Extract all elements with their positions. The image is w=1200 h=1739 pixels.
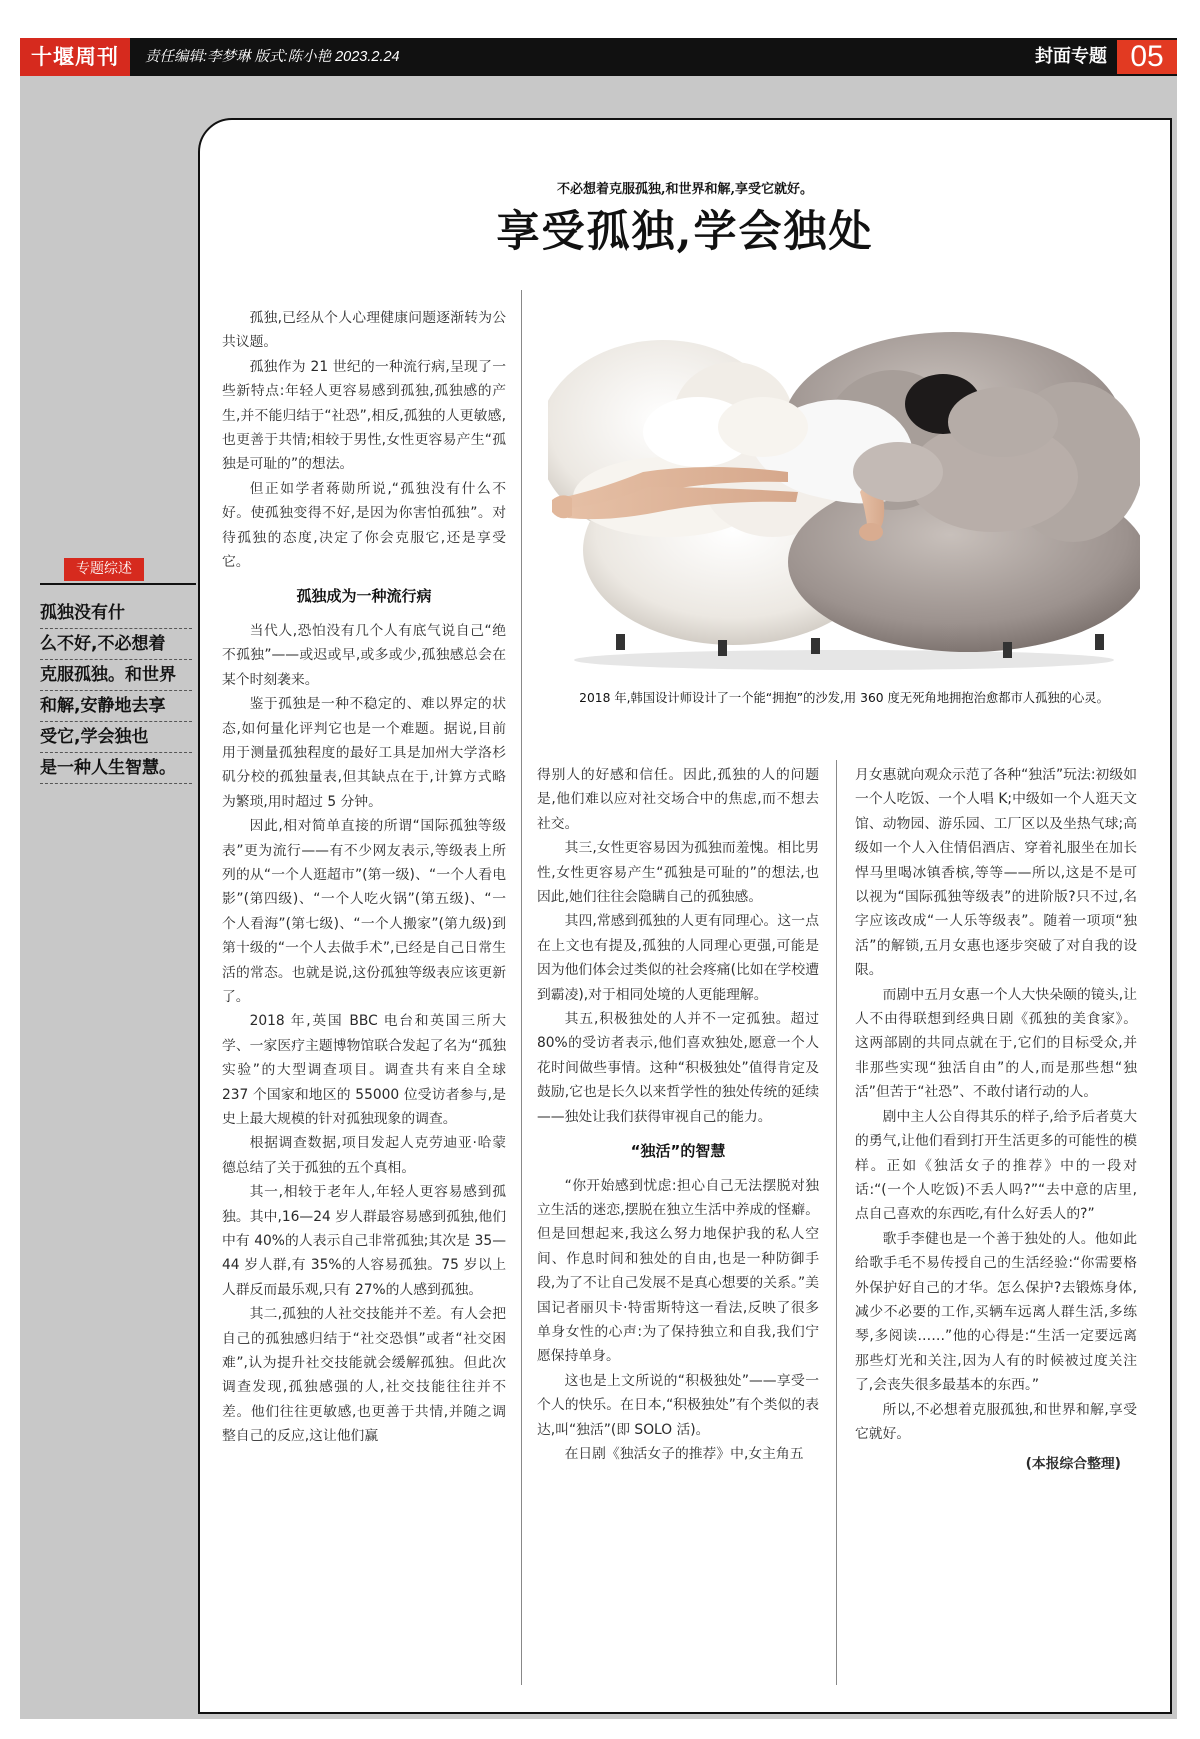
column-divider (521, 290, 522, 1685)
editor-credits: 责任编辑:李梦琳 版式:陈小艳 2023.2.24 (145, 49, 400, 65)
paragraph: 但正如学者蒋勋所说,“孤独没有什么不好。使孤独变得不好,是因为你害怕孤独”。对待孤独的态度,决定了你会克服它,还是享受它。 (222, 480, 506, 571)
paragraph: 在日剧《独活女子的推荐》中,女主角五 (564, 1445, 804, 1462)
paragraph: 根据调查数据,项目发起人克劳迪亚·哈蒙德总结了关于孤独的五个真相。 (222, 1135, 506, 1176)
article-kicker: 不必想着克服孤独,和世界和解,享受它就好。 (556, 182, 814, 197)
paragraph: 剧中主人公自得其乐的样子,给予后者莫大的勇气,让他们看到打开生活更多的可能性的模样。正如《独活女子的推荐》中的一段对话:“(一个人吃饭)不丢人吗?”“去中意的店里,点自己喜欢的东西吃,有什么好丢人的?” (855, 1108, 1137, 1223)
newspaper-logo: 十堰周刊 (20, 38, 130, 76)
body-column-1 (222, 306, 506, 1449)
paragraph: 2018 年,英国 BBC 电台和英国三所大学、一家医疗主题博物馆联合发起了名为“孤独实验”的大型调查项目。调查共有来自全球 237 个国家和地区的 55000 位受访者参与,是史上最大规模的针对孤独现象的调查。 (222, 1013, 506, 1127)
body-column-3 (855, 763, 1137, 1477)
page-number: 05 (1117, 40, 1177, 74)
summary-line: 克服孤独。和世界 (40, 660, 192, 691)
paragraph: 鉴于孤独是一种不稳定的、难以界定的状态,如何量化评判它也是一个难题。据说,目前用于测量孤独程度的最好工具是加州大学洛杉矶分校的孤独量表,但其缺点在于,计算方式略为繁琐,用时超过 5 分钟。 (222, 696, 506, 810)
paragraph: 其五,积极独处的人并不一定孤独。超过 80%的受访者表示,他们喜欢独处,愿意一个人花时间做些事情。这种“积极独处”值得肯定及鼓励,它也是长久以来哲学性的独处传统的延续——独处让我们获得审视自己的能力。 (537, 1011, 819, 1125)
paragraph: 所以,不必想着克服孤独,和世界和解,享受它就好。 (855, 1401, 1137, 1442)
paragraph: 孤独,已经从个人心理健康问题逐渐转为公共议题。 (222, 310, 506, 351)
paragraph: 其四,常感到孤独的人更有同理心。这一点在上文也有提及,孤独的人同理心更强,可能是因为他们体会过类似的社会疼痛(比如在学校遭到霸凌),对于相同处境的人更能理解。 (537, 913, 819, 1003)
summary-line: 是一种人生智慧。 (40, 753, 192, 784)
column-divider (836, 760, 837, 1685)
paragraph: 其三,女性更容易因为孤独而羞愧。相比男性,女性更容易产生“孤独是可耻的”的想法,也因此,她们往往会隐瞒自己的孤独感。 (537, 840, 819, 906)
paragraph: 这也是上文所说的“积极独处”——享受一个人的快乐。在日本,“积极独处”有个类似的表达,叫“独活”(即 SOLO 活)。 (537, 1372, 819, 1438)
paragraph: 得别人的好感和信任。因此,孤独的人的问题是,他们难以应对社交场合中的焦虑,而不想去社交。 (537, 767, 819, 832)
page-header (20, 38, 1177, 76)
paragraph: 孤独作为 21 世纪的一种流行病,呈现了一些新特点:年轻人更容易感到孤独,孤独感的产生,并不能归结于“社恐”,相反,孤独的人更敏感,也更善于共情;相较于男性,女性更容易产生“孤独是可耻的”的想法。 (222, 358, 506, 473)
sidebar-tag: 专题综述 (64, 558, 144, 581)
paragraph: 歌手李健也是一个善于独处的人。他如此给歌手毛不易传授自己的生活经验:“你需要格外保护好自己的才华。怎么保护?去锻炼身体,减少不必要的工作,买辆车远离人群生活,多练琴,多阅读……”他的心得是:“生活一定要远离那些灯光和关注,因为人有的时候被过度关注了,会丧失很多最基本的东西。” (855, 1230, 1137, 1394)
section-heading: 孤独成为一种流行病 (296, 587, 432, 606)
sidebar-summary (40, 598, 192, 784)
paragraph: 月女惠就向观众示范了各种“独活”玩法:初级如一个人吃饭、一个人唱 K;中级如一个人逛天文馆、动物园、游乐园、工厂区以及坐热气球;高级如一个人入住情侣酒店、穿着礼服坐在加长悍马里喝冰镇香槟,等等——所以,这是不是可以视为“国际孤独等级表”的进阶版?只不过,名字应该改成“一人乐等级表”。随着一项项“独活”的解锁,五月女惠也逐步突破了对自我的设限。 (855, 767, 1137, 979)
paragraph: 而剧中五月女惠一个人大快朵颐的镜头,让人不由得联想到经典日剧《孤独的美食家》。这两部剧的共同点就在于,它们的目标受众,并非那些实现“独活自由”的人,而是那些想“独活”但苦于“社恐”、不敢付诸行动的人。 (855, 986, 1137, 1101)
summary-line: 和解,安静地去享 (40, 691, 192, 722)
summary-line: 孤独没有什 (40, 598, 192, 629)
body-column-2 (537, 763, 819, 1466)
hug-sofa-photo (548, 322, 1140, 672)
sidebar-divider (40, 583, 196, 585)
paragraph: 当代人,恐怕没有几个人有底气说自己“绝不孤独”——或迟或早,或多或少,孤独感总会在某个时刻袭来。 (222, 622, 506, 688)
paragraph: “你开始感到忧虑:担心自己无法摆脱对独立生活的迷恋,摆脱在独立生活中养成的怪癖。但是回想起来,我这么努力地保护我的私人空间、作息时间和独处的自由,也是一种防御手段,为了不让自己发展不是真心想要的关系。”美国记者丽贝卡·特雷斯特这一看法,反映了很多单身女性的心声:为了保持独立和自我,我们宁愿保持单身。 (537, 1177, 819, 1365)
paragraph: 因此,相对简单直接的所谓“国际孤独等级表”更为流行——有不少网友表示,等级表上所列的从“一个人逛超市”(第一级)、“一个人看电影”(第四级)、“一个人吃火锅”(第五级)、“一个人看海”(第七级)、“一个人搬家”(第九级)到第十级的“一个人去做手术”,已经是自己日常生活的常态。也就是说,这份孤独等级表应该更新了。 (222, 818, 506, 1005)
summary-line: 受它,学会独也 (40, 722, 192, 753)
photo-caption: 2018 年,韩国设计师设计了一个能“拥抱”的沙发,用 360 度无死角地拥抱治愈都市人孤独的心灵。 (579, 691, 1109, 705)
section-heading: “独活”的智慧 (630, 1142, 726, 1161)
summary-line: 么不好,不必想着 (40, 629, 192, 660)
section-label: 封面专题 (1035, 46, 1107, 67)
article-headline: 享受孤独,学会独处 (496, 207, 874, 257)
source-credit: (本报综合整理) (1025, 1456, 1121, 1473)
paragraph: 其一,相较于老年人,年轻人更容易感到孤独。其中,16—24 岁人群最容易感到孤独,他们中有 40%的人表示自己非常孤独;其次是 35—44 岁人群,有 35%的人容易孤独。75 岁以上人群反而最乐观,只有 27%的人感到孤独。 (222, 1184, 506, 1298)
paragraph: 其二,孤独的人社交技能并不差。有人会把自己的孤独感归结于“社交恐惧”或者“社交困难”,认为提升社交技能就会缓解孤独。但此次调查发现,孤独感强的人,社交技能往往并不差。他们往往更敏感,也更善于共情,并随之调整自己的反应,这让他们赢 (222, 1306, 506, 1445)
